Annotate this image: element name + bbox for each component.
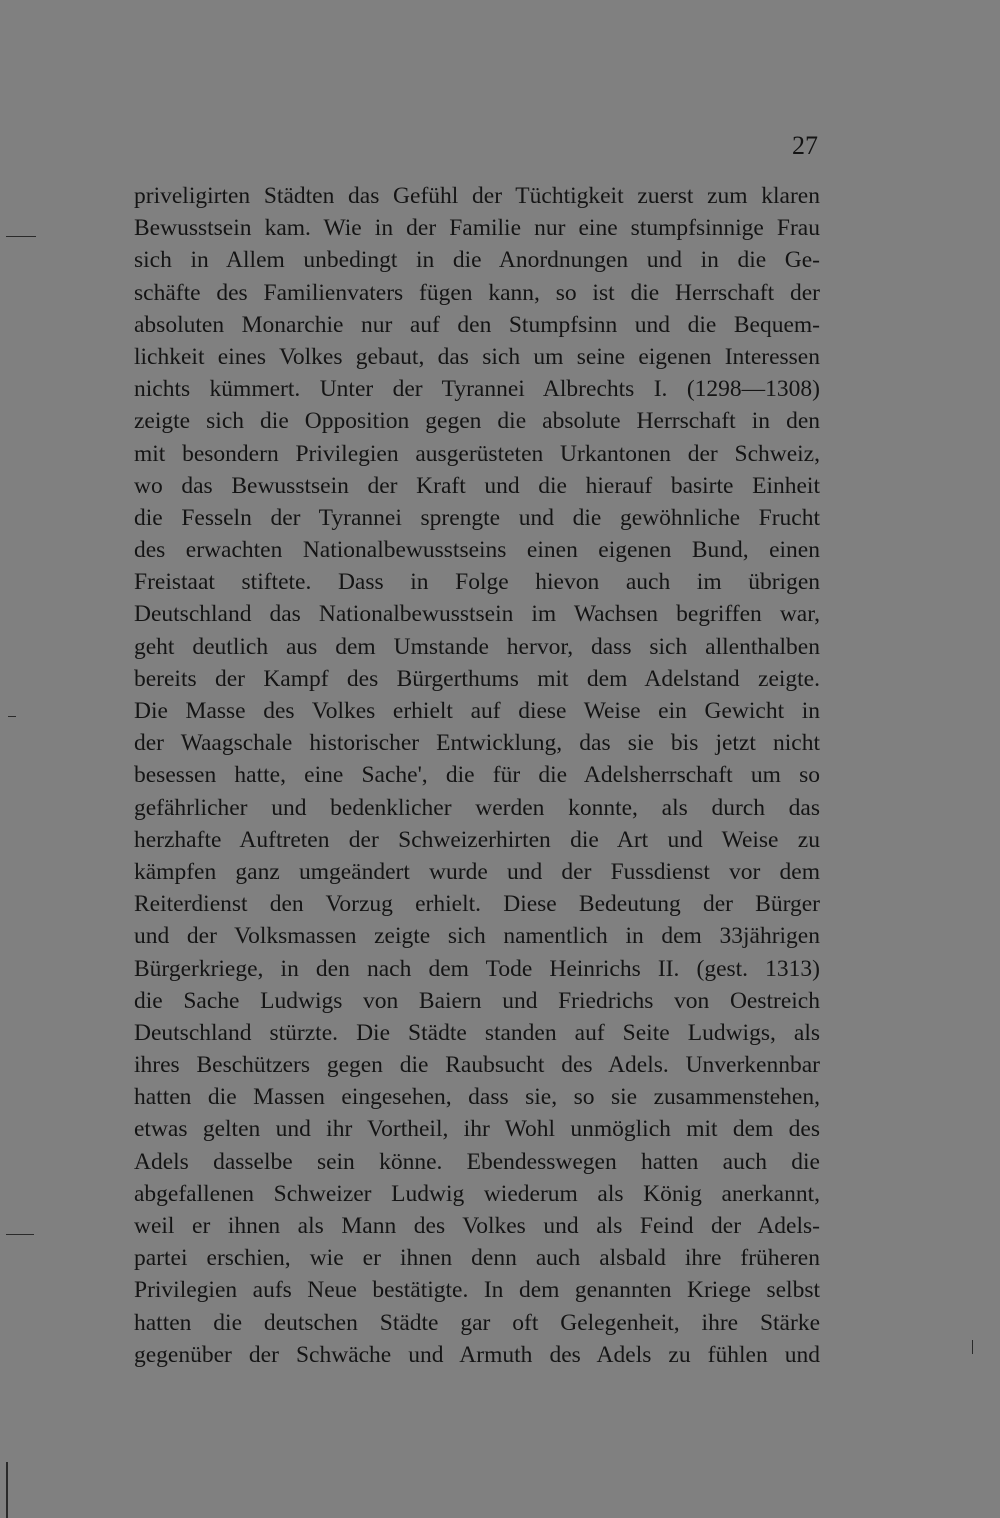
scan-mark xyxy=(6,1462,8,1518)
text-line: bereits der Kampf des Bürgerthums mit dem Adelstand zeigte. xyxy=(134,665,820,692)
text-line: absoluten Monarchie nur auf den Stumpfsinn und die Bequem- xyxy=(134,311,820,338)
text-line: weil er ihnen als Mann des Volkes und als Feind der Adels- xyxy=(134,1213,820,1239)
text-line: Adels dasselbe sein könne. Ebendesswegen hatten auch die xyxy=(134,1148,820,1175)
scan-mark xyxy=(8,716,16,717)
text-line: partei erschien, wie er ihnen denn auch alsbald ihre früheren xyxy=(134,1245,820,1272)
text-line: herzhafte Auftreten der Schweizerhirten die Art und Weise zu xyxy=(134,826,820,853)
text-line: abgefallenen Schweizer Ludwig wiederum als König anerkannt, xyxy=(134,1180,820,1207)
text-line: Reiterdienst den Vorzug erhielt. Diese Bedeutung der Bürger xyxy=(134,891,820,918)
text-line: mit besondern Privilegien ausgerüsteten Urkantonen der Schweiz, xyxy=(134,440,820,467)
text-line: Freistaat stiftete. Dass in Folge hievon auch im übrigen xyxy=(134,569,820,596)
text-line: etwas gelten und ihr Vortheil, ihr Wohl unmöglich mit dem des xyxy=(134,1116,820,1143)
text-line: hatten die Massen eingesehen, dass sie, so sie zusammenstehen, xyxy=(134,1084,820,1111)
text-line: Bürgerkriege, in den nach dem Tode Heinrichs II. (gest. 1313) xyxy=(134,955,820,982)
text-line: Privilegien aufs Neue bestätigte. In dem genannten Kriege selbst xyxy=(134,1277,820,1304)
text-line: kämpfen ganz umgeändert wurde und der Fussdienst vor dem xyxy=(134,858,820,885)
page-number: 27 xyxy=(792,131,818,160)
text-line: die Sache Ludwigs von Baiern und Friedrichs von Oestreich xyxy=(134,987,820,1014)
text-line: Die Masse des Volkes erhielt auf diese Weise ein Gewicht in xyxy=(134,698,820,724)
text-line: Deutschland stürzte. Die Städte standen auf Seite Ludwigs, als xyxy=(134,1019,820,1046)
text-line: schäfte des Familienvaters fügen kann, so ist die Herrschaft der xyxy=(134,279,820,306)
text-line: der Waagschale historischer Entwicklung, das sie bis jetzt nicht xyxy=(134,730,820,757)
text-line: hatten die deutschen Städte gar oft Gelegenheit, ihre Stärke xyxy=(134,1309,820,1336)
scan-mark xyxy=(6,1234,34,1235)
text-line: geht deutlich aus dem Umstande hervor, dass sich allenthalben xyxy=(134,633,820,660)
text-line: und der Volksmassen zeigte sich namentlich in dem 33jährigen xyxy=(134,923,820,950)
text-line: besessen hatte, eine Sache', die für die Adelsherrschaft um so xyxy=(134,762,820,789)
scan-mark xyxy=(972,1340,973,1354)
text-line: lichkeit eines Volkes gebaut, das sich um seine eigenen Interessen xyxy=(134,343,820,370)
text-line: nichts kümmert. Unter der Tyrannei Albrechts I. (1298—1308) xyxy=(134,376,820,403)
text-line: des erwachten Nationalbewusstseins einen eigenen Bund, einen xyxy=(134,537,820,564)
text-line: ihres Beschützers gegen die Raubsucht des Adels. Unverkennbar xyxy=(134,1052,820,1079)
text-line: die Fesseln der Tyrannei sprengte und die gewöhnliche Frucht xyxy=(134,504,820,531)
body-text xyxy=(134,180,820,1371)
text-line: Deutschland das Nationalbewusstsein im Wachsen begriffen war, xyxy=(134,601,820,628)
text-line: gegenüber der Schwäche und Armuth des Adels zu fühlen und xyxy=(134,1341,820,1368)
text-line: sich in Allem unbedingt in die Anordnungen und in die Ge- xyxy=(134,247,820,274)
text-line: priveligirten Städten das Gefühl der Tüchtigkeit zuerst zum klaren xyxy=(134,183,820,209)
text-line: gefährlicher und bedenklicher werden konnte, als durch das xyxy=(134,794,820,821)
scan-mark xyxy=(6,236,36,237)
text-line: wo das Bewusstsein der Kraft und die hierauf basirte Einheit xyxy=(134,472,820,499)
text-line: Bewusstsein kam. Wie in der Familie nur eine stumpfsinnige Frau xyxy=(134,215,820,242)
text-line: zeigte sich die Opposition gegen die absolute Herrschaft in den xyxy=(134,408,820,435)
